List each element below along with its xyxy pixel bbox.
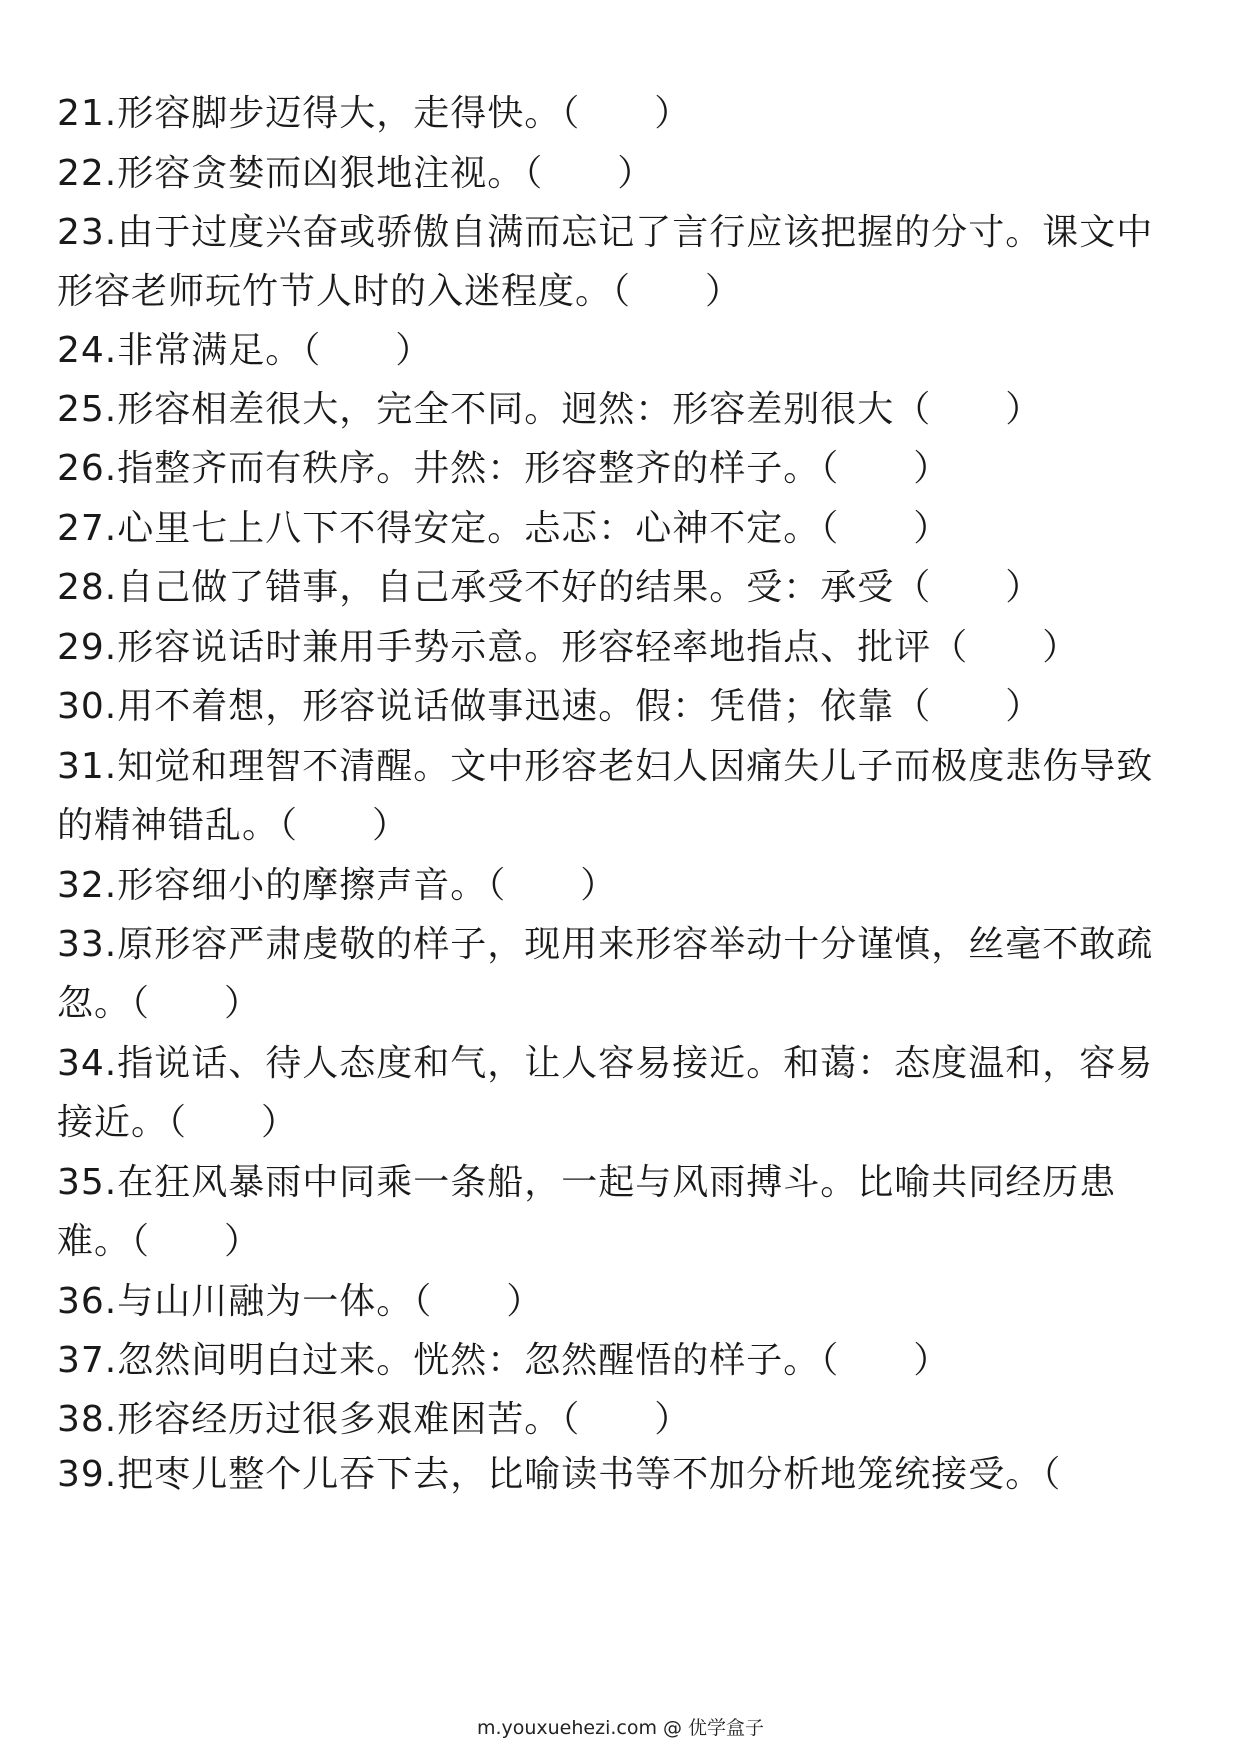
- question-28: 28.自己做了错事，自己承受不好的结果。受：承受（ ）: [57, 567, 1043, 608]
- question-33: 33.原形容严肃虔敬的样子，现用来形容举动十分谨慎，丝毫不敢疏: [57, 924, 1154, 965]
- question-31-cont: 的精神错乱。（ ）: [57, 805, 410, 846]
- footer-watermark: m.youxuehezi.com @ 优学盒子: [476, 1717, 765, 1739]
- question-22: 22.形容贪婪而凶狠地注视。（ ）: [57, 153, 655, 194]
- question-38: 38.形容经历过很多艰难困苦。（ ）: [57, 1399, 692, 1440]
- question-21: 21.形容脚步迈得大，走得快。（ ）: [57, 93, 692, 134]
- question-27: 27.心里七上八下不得安定。忐忑：心神不定。（ ）: [57, 508, 951, 549]
- question-31: 31.知觉和理智不清醒。文中形容老妇人因痛失儿子而极度悲伤导致: [57, 746, 1154, 787]
- question-33-cont: 忽。（ ）: [57, 983, 262, 1024]
- question-30: 30.用不着想，形容说话做事迅速。假：凭借；依靠（ ）: [57, 686, 1043, 727]
- question-36: 36.与山川融为一体。（ ）: [57, 1281, 544, 1322]
- question-39: 39.把枣儿整个儿吞下去，比喻读书等不加分析地笼统接受。（: [57, 1454, 1062, 1495]
- question-34: 34.指说话、待人态度和气，让人容易接近。和蔼：态度温和，容易: [57, 1043, 1154, 1084]
- question-35: 35.在狂风暴雨中同乘一条船，一起与风雨搏斗。比喻共同经历患: [57, 1162, 1117, 1203]
- question-24: 24.非常满足。（ ）: [57, 330, 433, 371]
- question-25: 25.形容相差很大，完全不同。迥然：形容差别很大（ ）: [57, 389, 1043, 430]
- question-37: 37.忽然间明白过来。恍然：忽然醒悟的样子。（ ）: [57, 1340, 951, 1381]
- question-34-cont: 接近。（ ）: [57, 1102, 299, 1143]
- question-32: 32.形容细小的摩擦声音。（ ）: [57, 865, 618, 906]
- question-23: 23.由于过度兴奋或骄傲自满而忘记了言行应该把握的分寸。课文中: [57, 212, 1154, 253]
- question-35-cont: 难。（ ）: [57, 1221, 262, 1262]
- question-29: 29.形容说话时兼用手势示意。形容轻率地指点、批评（ ）: [57, 627, 1080, 668]
- question-26: 26.指整齐而有秩序。井然：形容整齐的样子。（ ）: [57, 448, 951, 489]
- question-23-cont: 形容老师玩竹节人时的入迷程度。（ ）: [57, 271, 743, 312]
